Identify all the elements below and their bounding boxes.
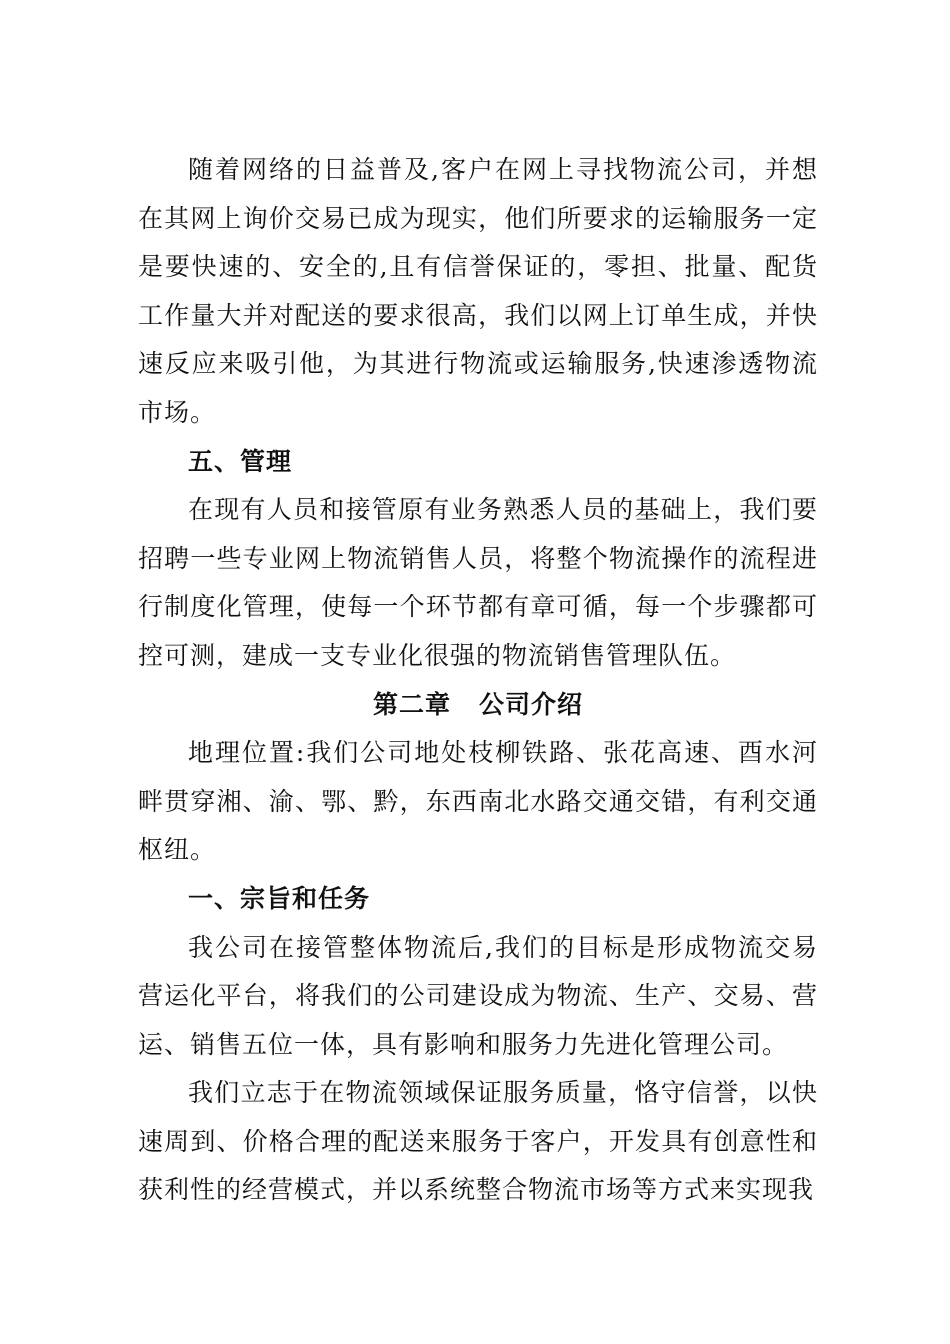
chapter-number: 第二章 — [372, 689, 451, 719]
paragraph-goal: 我公司在接管整体物流后,我们的目标是形成物流交易营运化平台，将我们的公司建设成为物流、生产、交易、营运、销售五位一体，具有影响和服务力先进化管理公司。 — [138, 932, 818, 1059]
chapter-title: 公司介绍 — [479, 689, 584, 719]
section-heading-management: 五、管理 — [188, 446, 293, 476]
chapter-heading — [138, 681, 818, 730]
paragraph-online-demand: 随着网络的日益普及,客户在网上寻找物流公司，并想在其网上询价交易已成为现实，他们所要求的运输服务一定是要快速的、安全的,且有信誉保证的，零担、批量、配货工作量大并对配送的要求很高，我们以网上订单生成，并快速反应来吸引他，为其进行物流或运输服务,快速渗透物流市场。 — [138, 155, 818, 427]
paragraph-management: 在现有人员和接管原有业务熟悉人员的基础上，我们要招聘一些专业网上物流销售人员，将整个物流操作的流程进行制度化管理，使每一个环节都有章可循，每一个步骤都可控可测，建成一支专业化很强的物流销售管理队伍。 — [138, 495, 818, 670]
document-page — [138, 146, 818, 1215]
section-heading-mission: 一、宗旨和任务 — [188, 883, 371, 913]
paragraph-location: 地理位置:我们公司地处枝柳铁路、张花高速、酉水河畔贯穿湘、渝、鄂、黔，东西南北水路交通交错，有利交通枢纽。 — [138, 738, 818, 865]
paragraph-commitment: 我们立志于在物流领域保证服务质量，恪守信誉，以快速周到、价格合理的配送来服务于客户，开发具有创意性和获利性的经营模式，并以系统整合物流市场等方式来实现我 — [138, 1078, 818, 1205]
